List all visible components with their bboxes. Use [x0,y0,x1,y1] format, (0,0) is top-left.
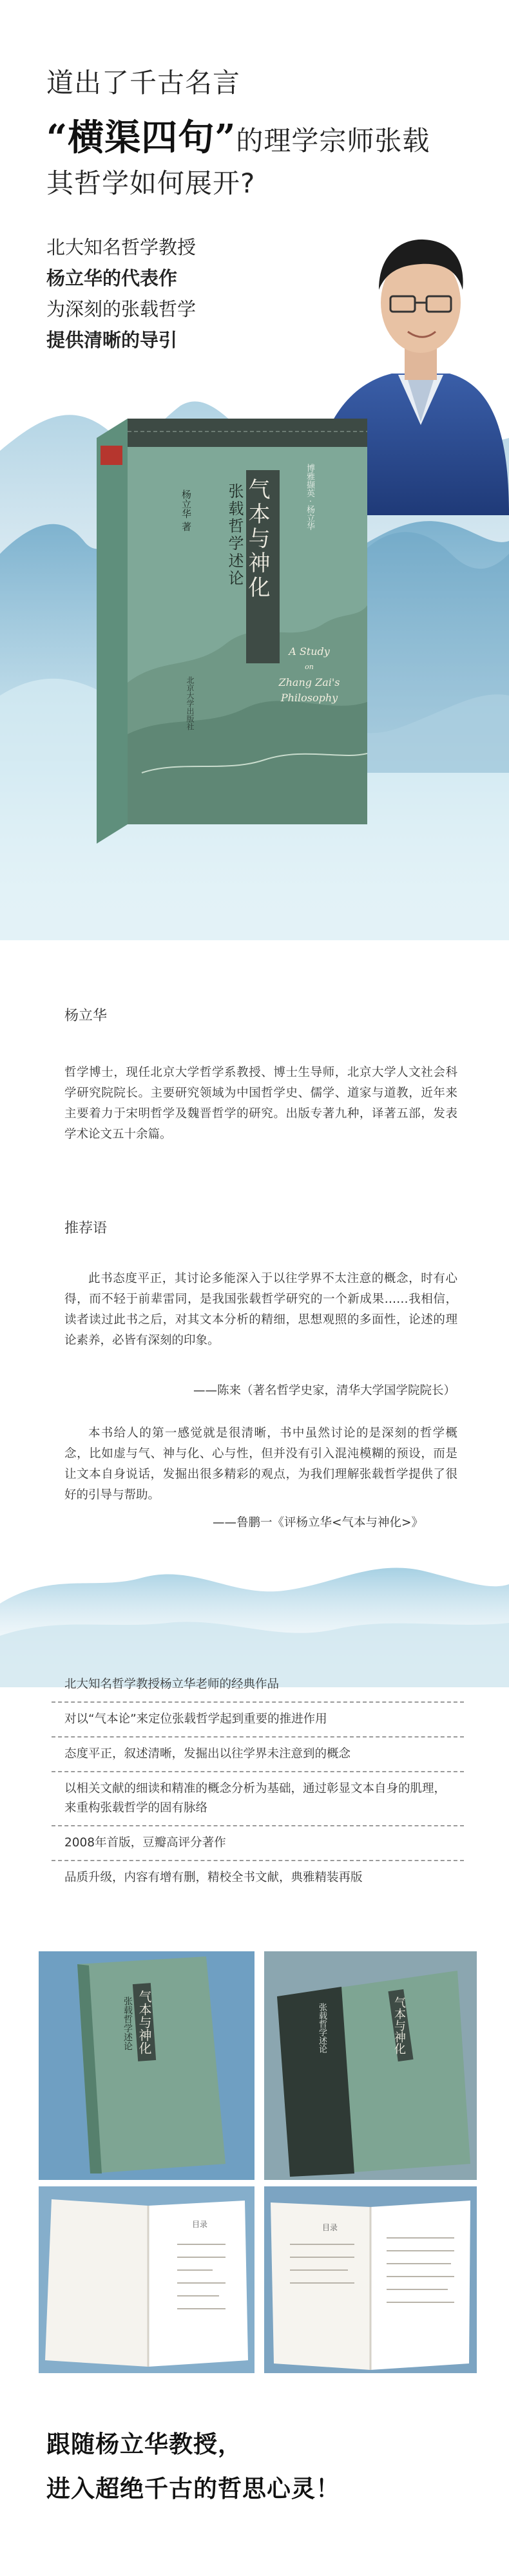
photo3-label: 目录 [192,2220,208,2229]
recommend-signature-1: ——陈来（著名哲学史家，清华大学国学院院长） [193,1384,456,1397]
hero-headline-line2-rest: 的理学宗师张载 [236,125,430,156]
photo1-subtitle: 张载哲学述论 [122,1996,133,2050]
outro-line2: 进入超绝千古的哲思心灵！ [46,2475,340,2503]
book-photo-image [264,1951,477,2180]
product-photo-open [264,1951,477,2180]
book-en-line3: Zhang Zai's [278,676,340,688]
selling-point: 2008年首版，豆瓣高评分著作 [52,1826,464,1861]
book-photo-image [39,2186,254,2373]
book-photo-image [39,1951,254,2180]
selling-point: 以相关文献的细读和精准的概念分析为基础，通过彰显文本自身的肌理，来重构张载哲学的固有脉络 [52,1772,464,1826]
hero-section [0,0,509,940]
book-publisher: 北京大学出版社 [186,676,195,730]
photo1-title: 气本与神化 [137,1990,152,2054]
book-title: 气本与神化 [244,478,270,600]
hero-headline-line1: 道出了千古名言 [46,67,241,99]
recommend-heading: 推荐语 [64,1220,108,1236]
product-photo-front [39,1951,254,2180]
book-subtitle: 张载哲学述论 [226,483,244,587]
book-en-line2: on [305,663,314,671]
author-heading: 杨立华 [64,1008,108,1024]
author-bio: 哲学博士，现任北京大学哲学系教授、博士生导师，北京大学人文社会科学研究院院长。主要研究领域为中国哲学史、儒学、道家与道教，近年来主要着力于宋明哲学及魏晋哲学的研究。出版专著九种，译著五部，发表学术论文五十余篇。 [64,1066,457,1141]
book-en-line4: Philosophy [280,692,338,704]
product-photo-inner-2 [264,2186,477,2373]
hero-headline-line2 [46,109,430,161]
product-photo-inner-1 [39,2186,254,2373]
photo4-label: 目录 [322,2223,338,2232]
book-cover-3d [97,412,367,850]
hero-sub-line2: 杨立华的代表作 [46,267,178,289]
selling-point: 品质升级，内容有增有删，精校全书文献，典雅精装再版 [64,1871,363,1884]
hengqu-four-sentences: “横渠四句” [46,117,236,159]
photo2-title: 气本与神化 [392,1996,406,2054]
outro-line1: 跟随杨立华教授， [46,2430,242,2458]
book-en-line1: A Study [289,645,330,658]
recommend-signature-2: ——鲁鹏一《评杨立华<气本与神化>》 [213,1516,424,1530]
selling-point: 态度平正，叙述清晰，发掘出以往学界未注意到的概念 [52,1738,464,1772]
book-series: 博雅撷英 · 杨立华 [305,464,314,531]
book-photo-image [264,2186,477,2373]
selling-point: 北大知名哲学教授杨立华老师的经典作品 [52,1668,464,1703]
recommend-quote-1: 此书态度平正，其讨论多能深入于以往学界不太注意的概念，时有心得，而不轻于前辈雷同，是我国张载哲学研究的一个新成果……我相信，读者读过此书之后，对其文本分析的精细，思想观照的多面性，论述的理论素养，必皆有深刻的印象。 [64,1272,457,1347]
mist-divider [0,1533,509,1687]
hero-sub-line1: 北大知名哲学教授 [46,236,197,258]
selling-points-list [52,1668,464,1895]
photo2-subtitle: 张载哲学述论 [317,2003,327,2053]
book-english-title [271,644,348,706]
hero-sub-line3: 为深刻的张载哲学 [46,298,197,320]
hero-headline-line3: 其哲学如何展开? [46,167,256,199]
recommend-quote-2: 本书给人的第一感觉就是很清晰，书中虽然讨论的是深刻的哲学概念，比如虚与气、神与化、心与性，但并没有引入混沌模糊的预设，而是让文本自身说话，发掘出很多精彩的观点，为我们理解张载哲学提供了很好的引导与帮助。 [64,1426,457,1502]
hero-sub-line4: 提供清晰的导引 [46,329,178,351]
book-author: 杨立华 著 [180,489,192,531]
selling-point: 对以“气本论”来定位张载哲学起到重要的推进作用 [52,1703,464,1738]
